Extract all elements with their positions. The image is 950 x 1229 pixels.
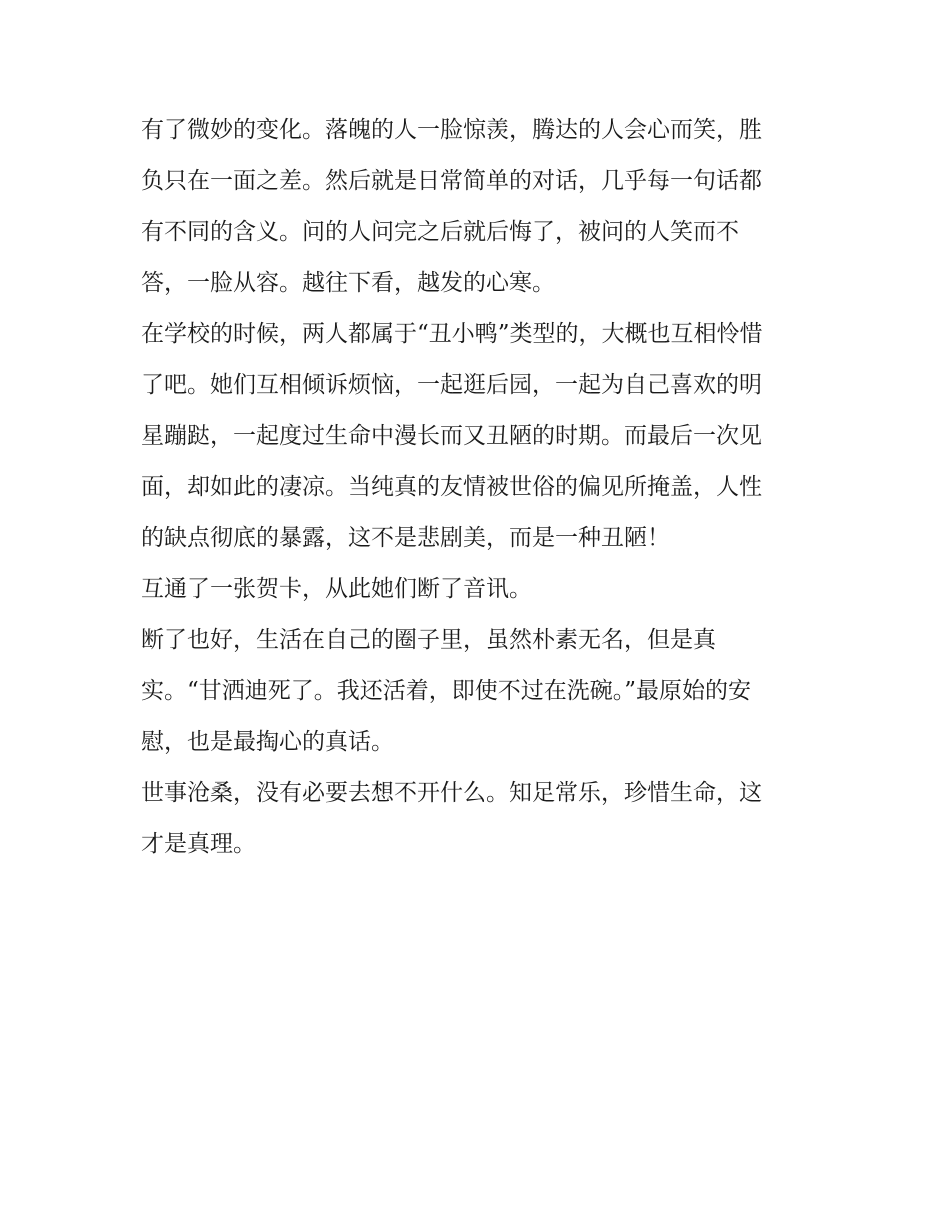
text-line: 互通了一张贺卡，从此她们断了音讯。: [141, 576, 532, 602]
text-line: 答，一脸从容。越往下看，越发的心寒。: [141, 270, 555, 296]
text-line: 在学校的时候，两人都属于“丑小鸭”类型的，大概也互相怜惜: [141, 321, 763, 347]
text-line: 面，却如此的凄凉。当纯真的友情被世俗的偏见所掩盖，人性: [141, 474, 762, 500]
text-line: 星蹦跶，一起度过生命中漫长而又丑陋的时期。而最后一次见: [141, 423, 762, 449]
text-line: 的缺点彻底的暴露，这不是悲剧美，而是一种丑陋！: [141, 525, 670, 551]
text-line: 了吧。她们互相倾诉烦恼，一起逛后园，一起为自己喜欢的明: [141, 372, 762, 398]
text-line: 才是真理。: [141, 831, 256, 857]
body-text: [141, 105, 841, 870]
text-line: 有了微妙的变化。落魄的人一脸惊羡，腾达的人会心而笑，胜: [141, 117, 762, 143]
text-line: 负只在一面之差。然后就是日常简单的对话，几乎每一句话都: [141, 168, 762, 194]
text-line: 世事沧桑，没有必要去想不开什么。知足常乐，珍惜生命，这: [141, 780, 762, 806]
text-line: 慰，也是最掏心的真话。: [141, 729, 394, 755]
text-line: 实。“甘洒迪死了。我还活着，即使不过在洗碗。”最原始的安: [141, 678, 752, 704]
text-line: 断了也好，生活在自己的圈子里，虽然朴素无名，但是真: [141, 627, 716, 653]
text-line: 有不同的含义。问的人问完之后就后悔了，被问的人笑而不: [141, 219, 739, 245]
